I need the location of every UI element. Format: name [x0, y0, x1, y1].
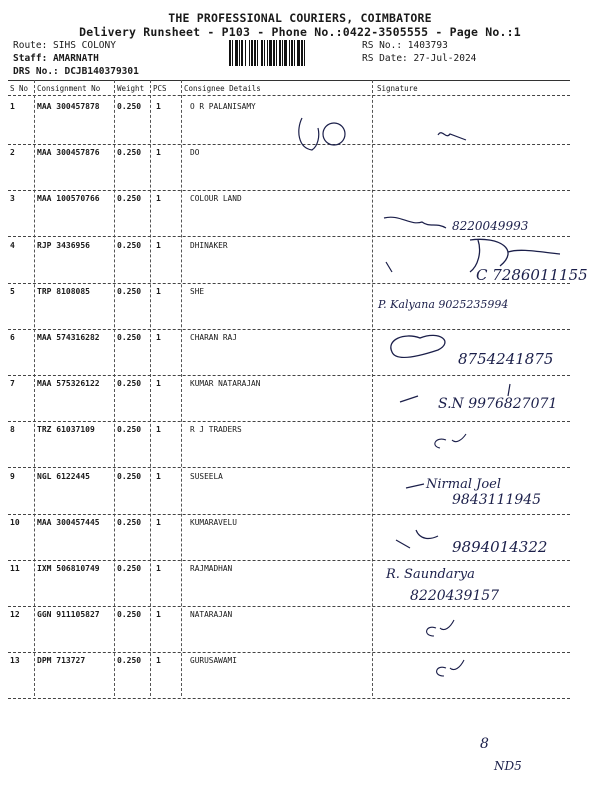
row-separator	[8, 560, 570, 561]
signature-scribble	[391, 335, 445, 357]
row-sno: 9	[10, 471, 15, 481]
row-weight: 0.250	[117, 656, 142, 666]
rs-date: RS Date: 27-Jul-2024	[362, 53, 477, 64]
row-consignment-no: MAA 100570766	[37, 194, 100, 204]
handwritten-name: Nirmal Joel	[426, 477, 502, 492]
row-separator	[8, 283, 570, 284]
row-sno: 6	[10, 333, 15, 342]
row-weight: 0.250	[117, 379, 142, 389]
staff-text: Staff: AMARNATH	[13, 53, 99, 64]
signature-scribble	[406, 484, 424, 488]
row-sno: 13	[10, 656, 20, 666]
column-divider	[372, 80, 373, 696]
row-consignee: O R PALANISAMY	[190, 102, 256, 111]
row-pcs: 1	[156, 194, 161, 204]
row-consignee: DHINAKER	[190, 240, 228, 250]
row-weight: 0.250	[117, 517, 142, 527]
row-sno: 11	[10, 564, 20, 573]
row-consignment-no: MAA 574316282	[37, 333, 100, 342]
row-sno: 10	[10, 517, 20, 527]
handwritten-phone: 8220049993	[452, 219, 529, 233]
signature-scribble	[438, 133, 466, 140]
row-weight: 0.250	[117, 194, 142, 204]
row-consignment-no: IXM 506810749	[37, 564, 100, 573]
row-pcs: 1	[156, 564, 161, 573]
header-rule	[8, 95, 570, 96]
row-consignment-no: MAA 300457876	[37, 148, 100, 158]
row-separator	[8, 329, 570, 330]
row-separator	[8, 236, 570, 237]
row-weight: 0.250	[117, 610, 142, 620]
row-consignment-no: TRP 8108085	[37, 286, 90, 296]
handwritten-mark: ND5	[494, 759, 522, 773]
signature-scribble	[437, 660, 464, 676]
signature-scribble	[323, 123, 345, 145]
column-divider	[181, 80, 182, 696]
row-pcs: 1	[156, 656, 161, 666]
rs-number: RS No.: 1403793	[362, 40, 448, 51]
handwritten-signature: P. Kalyana 9025235994	[378, 298, 509, 311]
row-consignee: NATARAJAN	[190, 610, 233, 620]
table-top-rule	[8, 80, 570, 81]
row-consignment-no: DPM 713727	[37, 656, 86, 666]
row-separator	[8, 514, 570, 515]
row-consignee: DO	[190, 148, 200, 158]
row-consignee: CHARAN RAJ	[190, 333, 237, 342]
company-title: THE PROFESSIONAL COURIERS, COIMBATORE	[168, 11, 432, 25]
row-sno: 3	[10, 194, 15, 204]
barcode-image	[229, 40, 356, 66]
row-sno: 1	[10, 102, 15, 111]
row-pcs: 1	[156, 333, 161, 342]
col-header-consignee: Consignee Details	[184, 84, 261, 93]
row-consignment-no: MAA 575326122	[37, 379, 100, 389]
row-separator	[8, 698, 570, 699]
signature-scribble	[386, 262, 392, 272]
row-weight: 0.250	[117, 102, 142, 111]
column-divider	[114, 80, 115, 696]
row-sno: 4	[10, 240, 15, 250]
barcode-bar	[305, 40, 306, 66]
row-weight: 0.250	[117, 471, 142, 481]
signature-scribble	[299, 118, 319, 150]
row-pcs: 1	[156, 471, 161, 481]
row-sno: 12	[10, 610, 20, 620]
row-consignment-no: TRZ 61037109	[37, 425, 95, 435]
handwritten-phone: 8754241875	[458, 350, 554, 368]
signature-scribble	[384, 217, 446, 228]
route-text: Route: SIHS COLONY	[13, 40, 116, 51]
signature-scribble	[470, 239, 560, 272]
row-pcs: 1	[156, 425, 161, 435]
row-sno: 5	[10, 286, 15, 296]
row-pcs: 1	[156, 610, 161, 620]
col-header-sno: S No	[10, 84, 29, 93]
signature-scribble	[427, 620, 454, 636]
col-header-signature: Signature	[377, 84, 418, 93]
column-divider	[34, 80, 35, 696]
row-weight: 0.250	[117, 240, 142, 250]
row-pcs: 1	[156, 148, 161, 158]
row-consignee: SHE	[190, 286, 205, 296]
handwritten-mark: 8	[480, 736, 489, 752]
row-separator	[8, 190, 570, 191]
signature-scribble	[400, 384, 510, 402]
row-consignment-no: MAA 300457445	[37, 517, 100, 527]
row-weight: 0.250	[117, 333, 142, 342]
row-separator	[8, 606, 570, 607]
column-divider	[150, 80, 151, 696]
row-consignee: COLOUR LAND	[190, 194, 242, 204]
handwritten-signature: S.N 9976827071	[438, 396, 558, 412]
handwritten-phone: 9894014322	[452, 538, 548, 556]
row-weight: 0.250	[117, 564, 142, 573]
row-consignee: SUSEELA	[190, 471, 223, 481]
row-weight: 0.250	[117, 286, 142, 296]
handwritten-phone: C 7286011155	[476, 266, 588, 284]
col-header-weight: Weight	[117, 84, 145, 93]
row-pcs: 1	[156, 379, 161, 389]
row-weight: 0.250	[117, 425, 142, 435]
row-consignment-no: NGL 6122445	[37, 471, 90, 481]
signature-scribble	[435, 434, 466, 448]
row-sno: 8	[10, 425, 15, 435]
signature-scribble	[396, 530, 438, 548]
row-consignee: KUMARAVELU	[190, 517, 237, 527]
row-consignee: R J TRADERS	[190, 425, 242, 435]
handwritten-phone: 8220439157	[410, 588, 500, 604]
row-sno: 2	[10, 148, 15, 158]
row-consignment-no: GGN 911105827	[37, 610, 100, 620]
row-sno: 7	[10, 379, 15, 389]
row-pcs: 1	[156, 102, 161, 111]
row-separator	[8, 467, 570, 468]
row-consignee: GURUSAWAMI	[190, 656, 237, 666]
col-header-pcs: PCS	[153, 84, 167, 93]
handwritten-phone: 9843111945	[452, 492, 542, 508]
row-separator	[8, 375, 570, 376]
drs-number: DRS No.: DCJB140379301	[13, 66, 139, 77]
row-separator	[8, 652, 570, 653]
row-consignment-no: RJP 3436956	[37, 240, 90, 250]
handwritten-name: R. Saundarya	[386, 567, 475, 582]
row-separator	[8, 144, 570, 145]
row-separator	[8, 421, 570, 422]
row-weight: 0.250	[117, 148, 142, 158]
row-consignment-no: MAA 300457878	[37, 102, 100, 111]
row-pcs: 1	[156, 240, 161, 250]
row-pcs: 1	[156, 517, 161, 527]
row-pcs: 1	[156, 286, 161, 296]
row-consignee: RAJMADHAN	[190, 564, 233, 573]
row-consignee: KUMAR NATARAJAN	[190, 379, 261, 389]
runsheet-title: Delivery Runsheet - P103 - Phone No.:0422-3505555 - Page No.:1	[79, 25, 521, 39]
col-header-consignment: Consignment No	[37, 84, 101, 93]
